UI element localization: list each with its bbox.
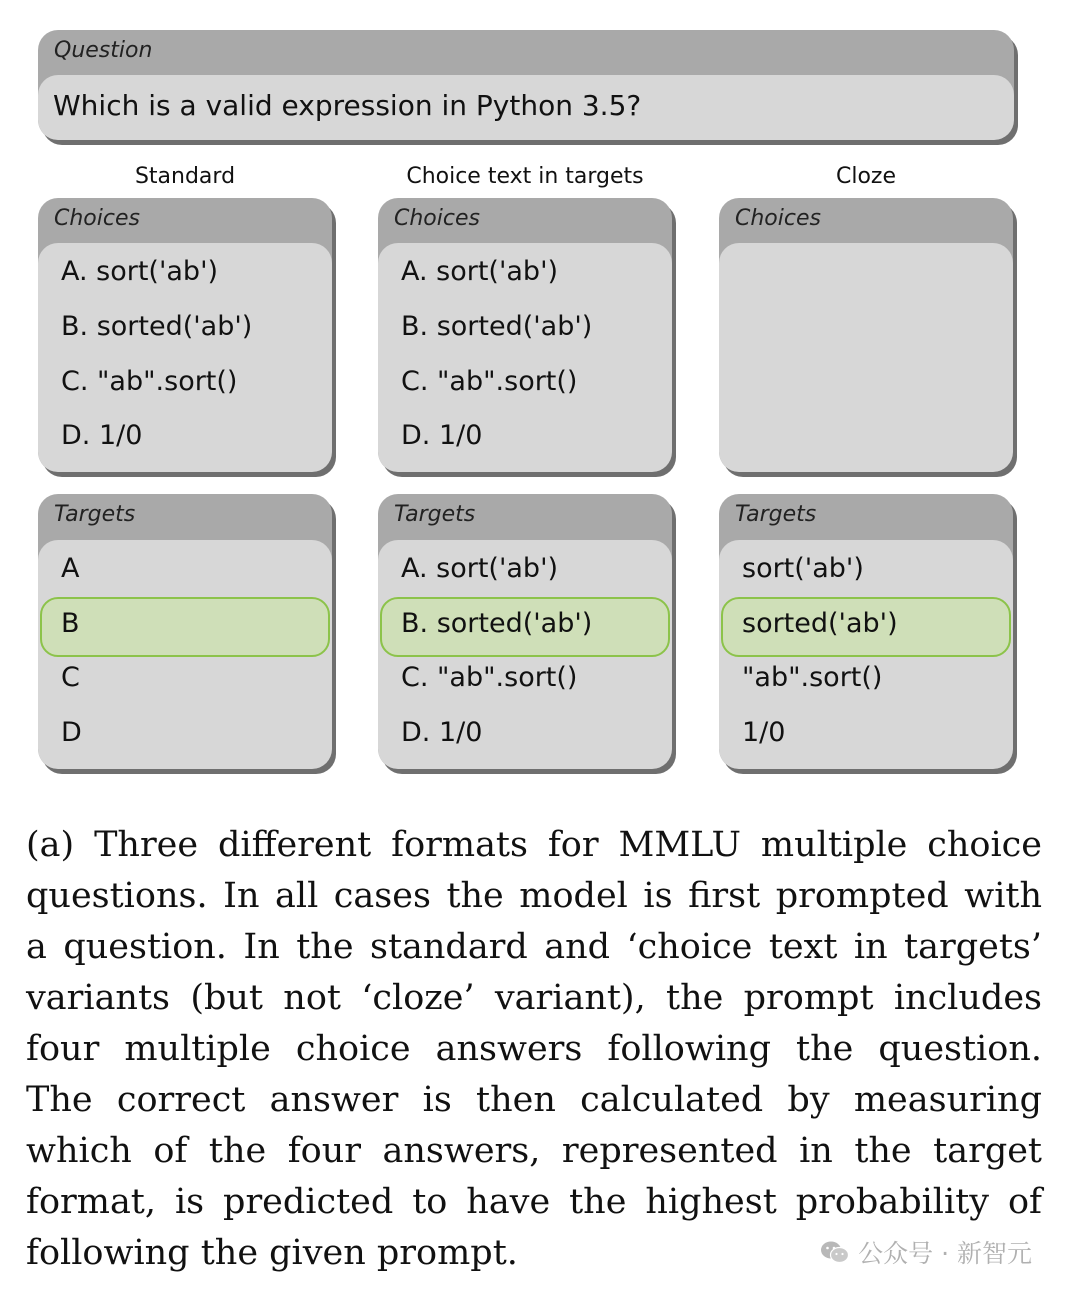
column-title-choice-text: Choice text in targets: [406, 164, 644, 189]
question-panel: [38, 30, 1014, 140]
watermark: [820, 1234, 1032, 1270]
caption-line: (a) Three different formats for MMLU multiple choice: [26, 825, 1042, 865]
question-header: Question: [54, 38, 153, 63]
target-c: C. "ab".sort(): [401, 662, 578, 693]
choices-header: Choices: [394, 206, 480, 231]
question-body: [38, 75, 1014, 140]
target-c: "ab".sort(): [742, 662, 883, 693]
choices-body: [378, 243, 672, 472]
caption-line: a question. In the standard and ‘choice text in targets’: [26, 927, 1042, 967]
wechat-icon: [820, 1240, 850, 1264]
target-d: 1/0: [742, 717, 786, 748]
target-a: A. sort('ab'): [401, 553, 559, 584]
choices-body-empty: [719, 243, 1013, 472]
target-b: sorted('ab'): [742, 608, 898, 639]
targets-body: [38, 540, 332, 769]
caption-line: format, is predicted to have the highest probability of: [26, 1182, 1042, 1222]
target-c: C: [61, 662, 80, 693]
choice-c: C. "ab".sort(): [61, 366, 238, 397]
caption-line: following the given prompt.: [26, 1233, 518, 1273]
targets-header: Targets: [394, 502, 476, 527]
choice-a: A. sort('ab'): [401, 256, 559, 287]
choices-header: Choices: [735, 206, 821, 231]
choices-body: [38, 243, 332, 472]
caption-line: questions. In all cases the model is first prompted with: [26, 876, 1042, 916]
choice-b: B. sorted('ab'): [401, 311, 593, 342]
correct-target-highlight: [40, 597, 330, 657]
choice-a: A. sort('ab'): [61, 256, 219, 287]
target-a: A: [61, 553, 80, 584]
figure-caption: [26, 820, 1042, 1279]
column-title-standard: Standard: [134, 164, 236, 189]
column-title-cloze: Cloze: [835, 164, 897, 189]
target-d: D: [61, 717, 82, 748]
targets-panel-choice-text: [378, 494, 672, 769]
choice-b: B. sorted('ab'): [61, 311, 253, 342]
choice-c: C. "ab".sort(): [401, 366, 578, 397]
caption-line: The correct answer is then calculated by measuring: [26, 1080, 1042, 1120]
choices-header: Choices: [54, 206, 140, 231]
target-b: B: [61, 608, 80, 639]
choices-panel-choice-text: [378, 198, 672, 472]
choices-panel-standard: [38, 198, 332, 472]
target-a: sort('ab'): [742, 553, 864, 584]
targets-header: Targets: [735, 502, 817, 527]
targets-body: [378, 540, 672, 769]
targets-body: [719, 540, 1013, 769]
caption-line: four multiple choice answers following the question.: [26, 1029, 1042, 1069]
caption-line: which of the four answers, represented in the target: [26, 1131, 1042, 1171]
choice-d: D. 1/0: [401, 420, 483, 451]
targets-header: Targets: [54, 502, 136, 527]
choices-panel-cloze: [719, 198, 1013, 472]
target-d: D. 1/0: [401, 717, 483, 748]
caption-line: variants (but not ‘cloze’ variant), the prompt includes: [26, 978, 1042, 1018]
targets-panel-cloze: [719, 494, 1013, 769]
question-text: Which is a valid expression in Python 3.5?: [53, 89, 642, 122]
targets-panel-standard: [38, 494, 332, 769]
choice-d: D. 1/0: [61, 420, 143, 451]
watermark-text: 公众号 · 新智元: [858, 1239, 1032, 1268]
target-b: B. sorted('ab'): [401, 608, 593, 639]
